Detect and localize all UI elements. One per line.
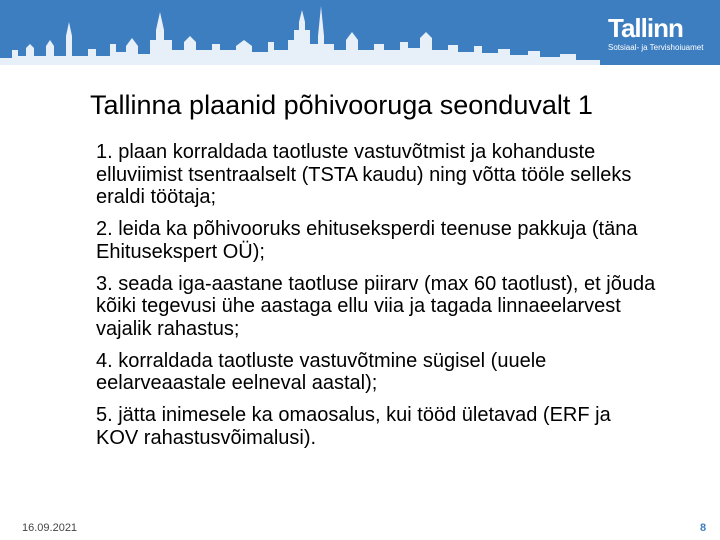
city-skyline-graphic [0,0,600,65]
logo-wordmark: Tallinn [608,13,683,43]
header-banner [0,0,720,65]
list-item: 1. plaan korraldada taotluste vastuvõtmist ja kohanduste elluviimist tsentraalselt (TSTA kaudu) ning võtta tööle selleks eraldi töötaja; [96,141,632,208]
slide-title: Tallinna plaanid põhivooruga seonduvalt 1 [90,90,593,120]
list-item: 3. seada iga-aastane taotluse piirarv (max 60 taotlust), et jõuda kõiki tegevusi ühe aastaga ellu viia ja tagada linnaeelarvest vajalik rahastus; [96,272,656,340]
page-number: 8 [700,522,707,534]
logo-subtitle: Sotsiaal- ja Tervishoiuamet [608,43,704,52]
tallinn-logo [608,14,708,58]
footer-date: 16.09.2021 [22,522,78,534]
list-item: 4. korraldada taotluste vastuvõtmine sügisel (uuele eelarveaastale eelneval aastal); [96,349,547,394]
list-item: 5. jätta inimesele ka omaosalus, kui tööd ületavad (ERF ja KOV rahastusvõimalusi). [96,404,611,449]
list-item: 2. leida ka põhivooruks ehituseksperdi teenuse pakkuja (täna Ehitusekspert OÜ); [96,218,638,263]
slide-body [96,141,656,459]
